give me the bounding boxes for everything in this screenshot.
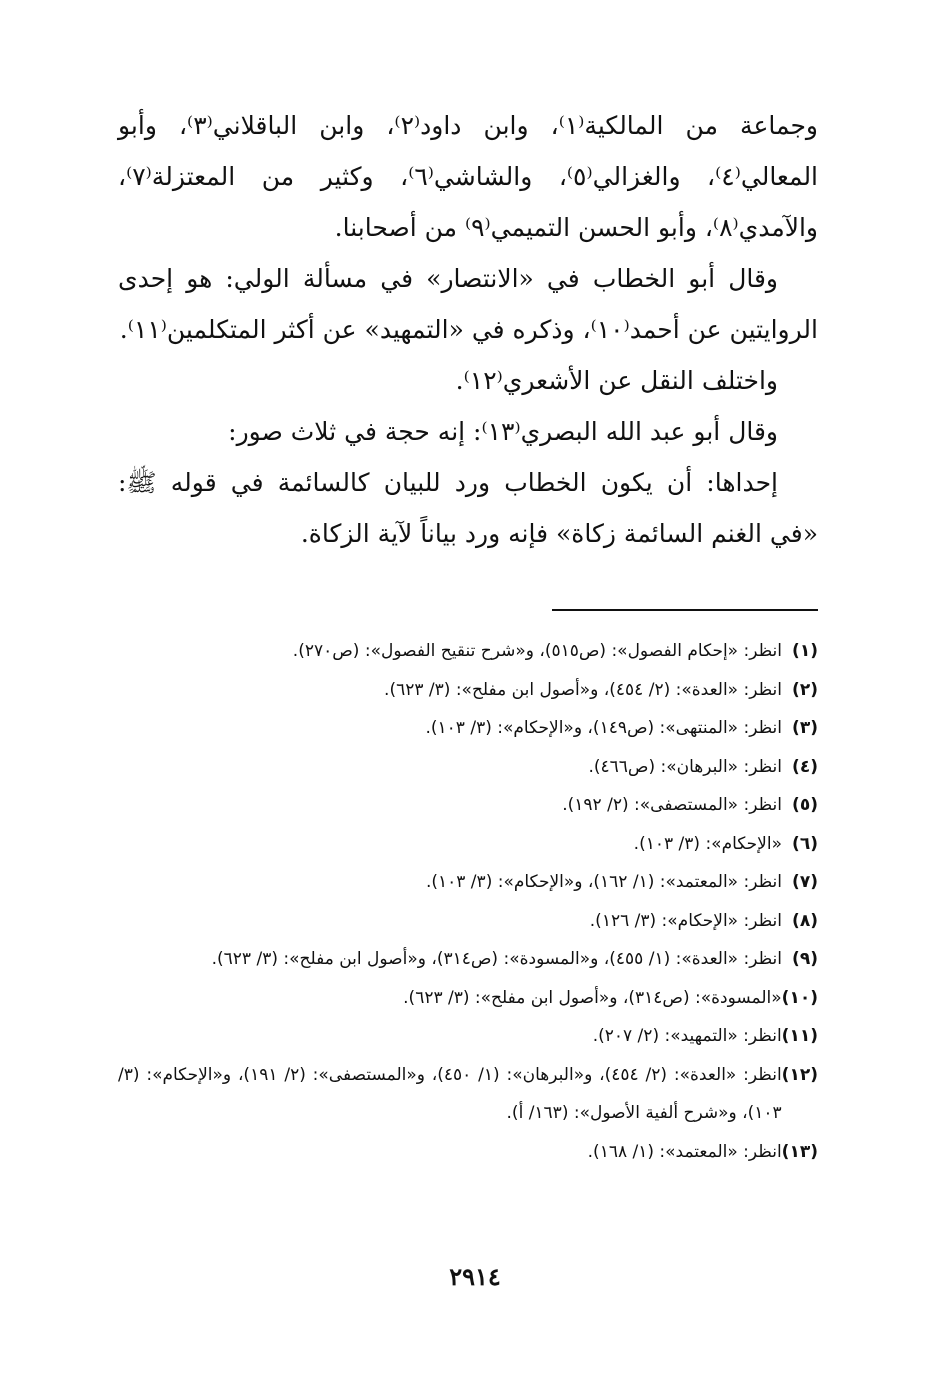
footnote-number: (٦): [792, 833, 818, 854]
footnote-number: (٥): [792, 795, 818, 815]
footnote-number: (٩): [792, 949, 818, 969]
paragraph-1: وجماعة من المالكية⁽١⁾، وابن داود⁽٢⁾، وابن الباقلاني⁽٣⁾، وأبو المعالي⁽٤⁾، والغزالي⁽٥⁾، والشاشي⁽٦⁾، وكثير من المعتزلة⁽٧⁾، والآمدي⁽٨⁾، وأبو الحسن التميمي⁽٩⁾ من أصحابنا.: [118, 111, 819, 242]
footnote-6: [118, 825, 818, 864]
paragraph-4: وقال أبو عبد الله البصري⁽١٣⁾: إنه حجة في ثلاث صور:: [228, 417, 778, 446]
footnotes: [118, 632, 818, 1171]
paragraph-3: واختلف النقل عن الأشعري⁽١٢⁾.: [455, 366, 778, 395]
footnote-text: انظر: «البرهان»: (ص٤٦٦).: [588, 756, 782, 777]
footnote-5: [118, 786, 818, 825]
footnote-text: «المسودة»: (ص٣١٤)، و«أصول ابن مفلح»: (٣/ ٦٢٣).: [403, 987, 782, 1008]
footnote-number: (٤): [792, 756, 818, 777]
footnote-number: (١١): [781, 1026, 818, 1046]
footnote-text: «الإحكام»: (٣/ ١٠٣).: [633, 833, 782, 854]
footnote-number: (٢): [792, 679, 818, 700]
footnote-number: (١٢): [781, 1064, 818, 1085]
footnote-number: (١٣): [781, 1141, 818, 1162]
footnote-text: انظر: «الإحكام»: (٣/ ١٢٦).: [589, 910, 782, 931]
footnote-text: انظر: «العدة»: (٢/ ٤٥٤)، و«أصول ابن مفلح»: (٣/ ٦٢٣).: [384, 679, 782, 700]
footnote-3: [118, 709, 818, 748]
footnote-1: [118, 632, 818, 671]
footnote-text: انظر: «العدة»: (١/ ٤٥٥)، و«المسودة»: (ص٣١٤)، و«أصول ابن مفلح»: (٣/ ٦٢٣).: [211, 949, 782, 969]
footnote-number: (٣): [792, 718, 818, 738]
footnote-separator: [552, 609, 818, 611]
footnote-2: [118, 671, 818, 710]
footnote-text: انظر: «المعتمد»: (١/ ١٦٢)، و«الإحكام»: (٣/ ١٠٣).: [425, 872, 782, 892]
footnote-10: [118, 979, 818, 1018]
footnote-7: [118, 863, 818, 902]
footnote-number: (١٠): [781, 987, 818, 1008]
footnote-9: [118, 940, 818, 979]
footnote-number: (٨): [792, 910, 818, 931]
footnote-text: انظر: «المعتمد»: (١/ ١٦٨).: [587, 1141, 782, 1162]
footnote-number: (٧): [792, 872, 818, 892]
footnote-text: انظر: «التمهيد»: (٢/ ٢٠٧).: [592, 1026, 782, 1046]
footnote-13: [118, 1133, 818, 1172]
footnote-text: انظر: «العدة»: (٢/ ٤٥٤)، و«البرهان»: (١/ ٤٥٠)، و«المستصفى»: (٢/ ١٩١)، و«الإحكام»: (٣/ ١٠٣)، و«شرح ألفية الأصول»: (١٦٣/ أ).: [118, 1064, 782, 1123]
footnote-12: [118, 1056, 818, 1133]
footnote-text: انظر: «إحكام الفصول»: (ص٥١٥)، و«شرح تنقيح الفصول»: (ص٢٧٠).: [292, 641, 782, 661]
paragraph-2: وقال أبو الخطاب في «الانتصار» في مسألة الولي: هو إحدى الروايتين عن أحمد⁽١٠⁾، وذكره في «التمهيد» عن أكثر المتكلمين⁽١١⁾.: [118, 264, 818, 344]
footnote-text: انظر: «المنتهى»: (ص١٤٩)، و«الإحكام»: (٣/ ١٠٣).: [425, 718, 782, 738]
footnote-number: (١): [792, 641, 818, 661]
footnote-8: [118, 902, 818, 941]
footnote-text: انظر: «المستصفى»: (٢/ ١٩٢).: [562, 795, 782, 815]
footnote-11: [118, 1017, 818, 1056]
paragraph-5: إحداها: أن يكون الخطاب ورد للبيان كالسائمة في قوله ﷺ: «في الغنم السائمة زكاة» فإنه ورد بياناً لآية الزكاة.: [118, 468, 818, 548]
footnote-4: [118, 748, 818, 787]
page-number: ٢٩١٤: [449, 1262, 501, 1291]
main-text: [118, 100, 818, 559]
